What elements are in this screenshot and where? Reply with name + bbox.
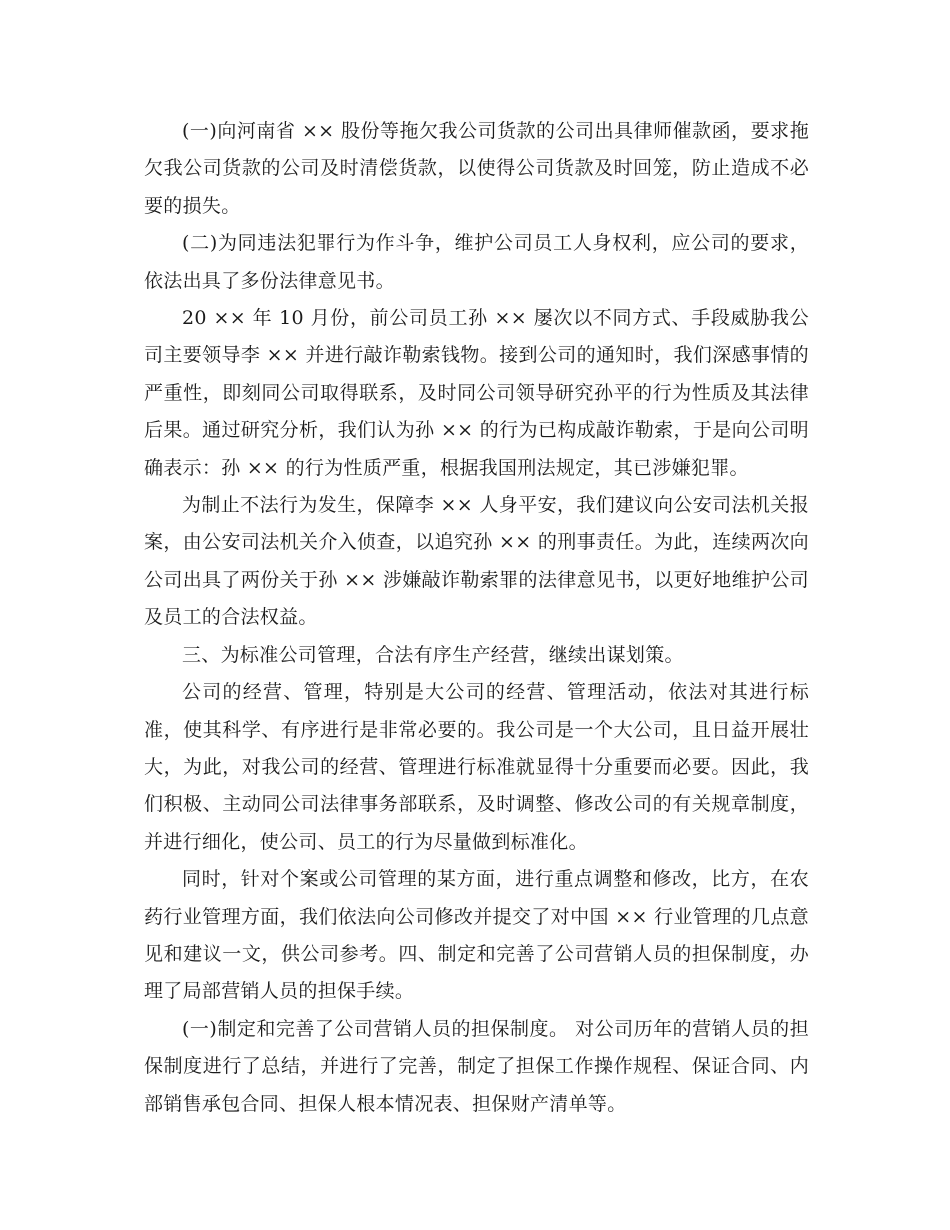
- paragraph-extortion-case: 20 ×× 年 10 月份，前公司员工孙 ×× 屡次以不同方式、手段威胁我公司主要领导李 ×× 并进行敲诈勒索钱物。接到公司的通知时，我们深感事情的严重性，即刻同公司取得联系，及时同公司领导研究孙平的行为性质及其法律后果。通过研究分析，我们认为孙 ×× 的行为已构成敲诈勒索，于是向公司明确表示：孙 ×× 的行为性质严重，根据我国刑法规定，其已涉嫌犯罪。: [144, 307, 809, 479]
- paragraph-police-report: 为制止不法行为发生，保障李 ×× 人身平安，我们建议向公安司法机关报案，由公安司法机关介入侦查，以追究孙 ×× 的刑事责任。为此，连续两次向公司出具了两份关于孙 ×× 涉嫌敲诈勒索罪的法律意见书，以更好地维护公司及员工的合法权益。: [144, 494, 809, 629]
- section-heading-management: 三、为标准公司管理，合法有序生产经营，继续出谋划策。: [182, 643, 684, 666]
- paragraph-debt-collection-letter: (一)向河南省 ×× 股份等拖欠我公司货款的公司出具律师催款函，要求拖欠我公司货款的公司及时清偿货款，以使得公司货款及时回笼，防止造成不必要的损失。: [144, 120, 809, 217]
- paragraph-legal-opinions: (二)为同违法犯罪行为作斗争，维护公司员工人身权利，应公司的要求，依法出具了多份法律意见书。: [144, 232, 809, 292]
- document-body: [144, 113, 809, 1123]
- paragraph-guarantee-system: (一)制定和完善了公司营销人员的担保制度。 对公司历年的营销人员的担保制度进行了总结，并进行了完善，制定了担保工作操作规程、保证合同、内部销售承包合同、担保人根本情况表、担保财产清单等。: [144, 1017, 809, 1115]
- paragraph-management-standards: 公司的经营、管理，特别是大公司的经营、管理活动，依法对其进行标准，使其科学、有序进行是非常必要的。我公司是一个大公司，且日益开展壮大，为此，对我公司的经营、管理进行标准就显得十分重要而必要。因此，我们积极、主动同公司法律事务部联系，及时调整、修改公司的有关规章制度，并进行细化，使公司、员工的行为尽量做到标准化。: [144, 681, 809, 853]
- paragraph-industry-advice: 同时，针对个案或公司管理的某方面，进行重点调整和修改，比方，在农药行业管理方面，我们依法向公司修改并提交了对中国 ×× 行业管理的几点意见和建议一文，供公司参考。四、制定和完善了公司营销人员的担保制度，办理了局部营销人员的担保手续。: [144, 868, 809, 1003]
